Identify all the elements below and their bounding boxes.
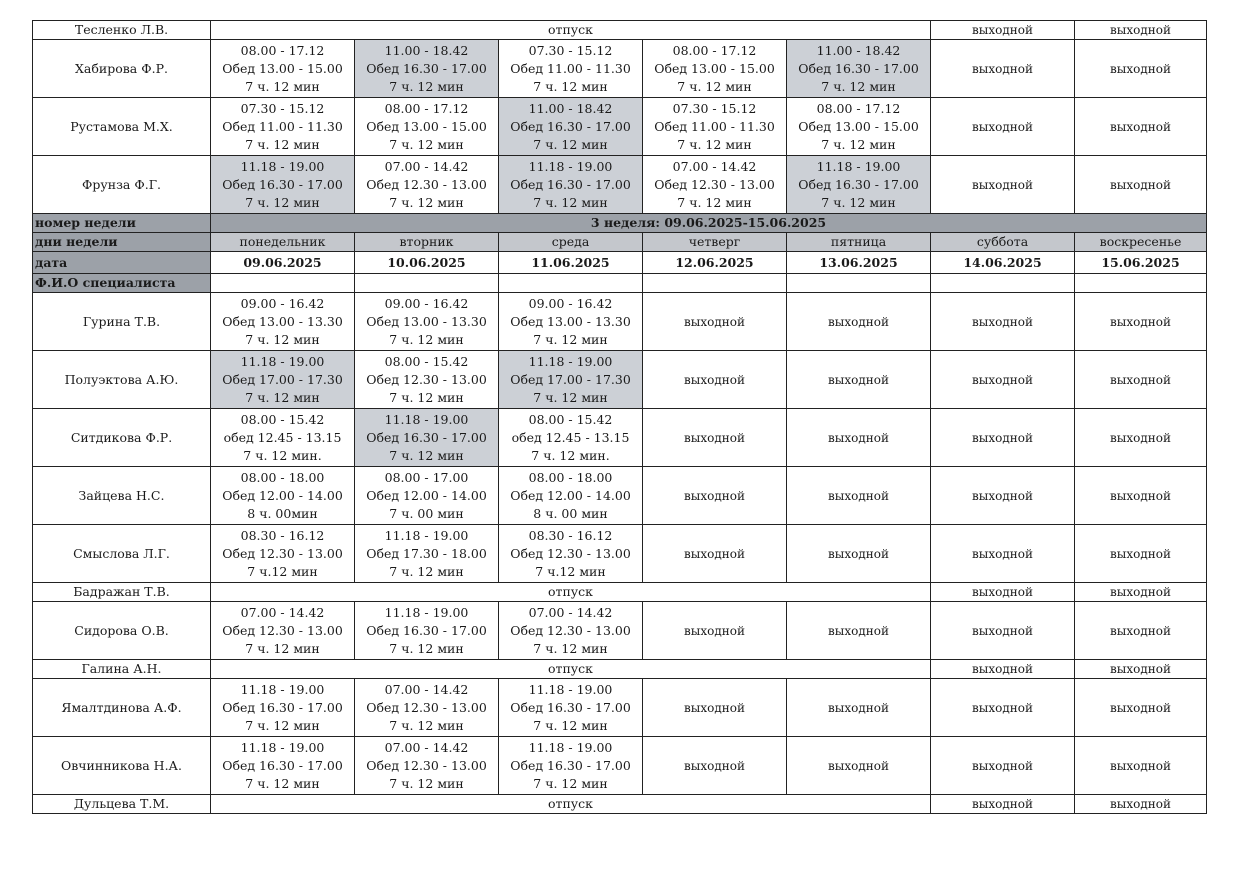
empty-cell xyxy=(643,274,787,293)
day-off-cell: выходной xyxy=(787,602,931,660)
weekday-header: среда xyxy=(499,233,643,252)
day-off-cell: выходной xyxy=(787,737,931,795)
empty-cell xyxy=(355,274,499,293)
shift-time: 07.00 - 14.42 xyxy=(672,158,757,174)
shift-duration: 7 ч. 12 мин xyxy=(245,331,320,347)
shift-time: 11.18 - 19.00 xyxy=(528,681,613,697)
day-off-cell: выходной xyxy=(931,293,1075,351)
weekdays-label: дни недели xyxy=(33,233,211,252)
shift-lunch: Обед 16.30 - 17.00 xyxy=(510,176,631,192)
shift-lunch: Обед 12.30 - 13.00 xyxy=(222,622,343,638)
day-off-cell: выходной xyxy=(643,293,787,351)
shift-duration: 7 ч. 12 мин. xyxy=(531,447,610,463)
shift-time: 11.18 - 19.00 xyxy=(240,158,325,174)
shift-cell xyxy=(355,351,499,409)
table-row xyxy=(33,737,1207,795)
shift-duration: 7 ч. 12 мин xyxy=(389,640,464,656)
shift-lunch: обед 12.45 - 13.15 xyxy=(223,429,342,445)
empty-cell xyxy=(499,274,643,293)
shift-time: 07.30 - 15.12 xyxy=(528,42,613,58)
shift-duration: 7 ч. 12 мин xyxy=(821,78,896,94)
shift-lunch: Обед 12.00 - 14.00 xyxy=(222,487,343,503)
shift-lunch: Обед 12.30 - 13.00 xyxy=(222,545,343,561)
day-off-cell: выходной xyxy=(931,525,1075,583)
day-off-cell: выходной xyxy=(931,156,1075,214)
shift-duration: 7 ч. 12 мин xyxy=(389,136,464,152)
shift-duration: 7 ч. 12 мин xyxy=(677,194,752,210)
shift-duration: 7 ч. 12 мин xyxy=(389,78,464,94)
day-off-cell: выходной xyxy=(1075,156,1207,214)
day-off-cell: выходной xyxy=(787,409,931,467)
day-off-cell: выходной xyxy=(787,293,931,351)
shift-time: 08.00 - 15.42 xyxy=(240,411,325,427)
shift-duration: 7 ч. 12 мин xyxy=(533,775,608,791)
day-off-cell: выходной xyxy=(931,679,1075,737)
shift-cell xyxy=(643,98,787,156)
shift-cell xyxy=(211,737,355,795)
shift-duration: 7 ч. 12 мин xyxy=(245,194,320,210)
day-off-cell: выходной xyxy=(1075,293,1207,351)
shift-lunch: Обед 12.30 - 13.00 xyxy=(366,176,487,192)
day-off-cell: выходной xyxy=(787,467,931,525)
weekday-header: пятница xyxy=(787,233,931,252)
day-off-cell: выходной xyxy=(643,602,787,660)
day-off-cell: выходной xyxy=(787,351,931,409)
shift-time: 11.18 - 19.00 xyxy=(384,527,469,543)
weekday-header: вторник xyxy=(355,233,499,252)
empty-cell xyxy=(1075,274,1207,293)
empty-cell xyxy=(931,274,1075,293)
shift-duration: 7 ч. 12 мин xyxy=(677,136,752,152)
shift-cell xyxy=(355,679,499,737)
day-off-cell: выходной xyxy=(1075,98,1207,156)
shift-lunch: Обед 12.30 - 13.00 xyxy=(366,757,487,773)
shift-cell xyxy=(499,737,643,795)
shift-duration: 7 ч. 12 мин xyxy=(245,775,320,791)
shift-lunch: Обед 16.30 - 17.00 xyxy=(366,429,487,445)
shift-time: 11.18 - 19.00 xyxy=(528,158,613,174)
shift-duration: 7 ч. 12 мин xyxy=(245,717,320,733)
shift-lunch: Обед 11.00 - 11.30 xyxy=(654,118,775,134)
table-row xyxy=(33,351,1207,409)
table-row xyxy=(33,525,1207,583)
shift-cell xyxy=(211,409,355,467)
day-off-cell: выходной xyxy=(931,602,1075,660)
shift-cell xyxy=(355,156,499,214)
shift-time: 11.00 - 18.42 xyxy=(528,100,613,116)
vacation-cell: отпуск xyxy=(211,583,931,602)
day-off-cell: выходной xyxy=(1075,602,1207,660)
table-row xyxy=(33,467,1207,525)
shift-duration: 7 ч. 12 мин xyxy=(533,640,608,656)
employee-name: Бадражан Т.В. xyxy=(33,583,211,602)
day-off-cell: выходной xyxy=(1075,660,1207,679)
table-row xyxy=(33,583,1207,602)
table-row xyxy=(33,21,1207,40)
shift-time: 11.18 - 19.00 xyxy=(240,353,325,369)
shift-lunch: Обед 13.00 - 15.00 xyxy=(222,60,343,76)
shift-lunch: Обед 17.00 - 17.30 xyxy=(222,371,343,387)
table-row xyxy=(33,409,1207,467)
shift-lunch: Обед 13.00 - 15.00 xyxy=(654,60,775,76)
shift-time: 07.00 - 14.42 xyxy=(384,158,469,174)
shift-lunch: Обед 12.30 - 13.00 xyxy=(510,545,631,561)
shift-time: 07.00 - 14.42 xyxy=(528,604,613,620)
shift-duration: 7 ч. 12 мин xyxy=(533,136,608,152)
date-header: 11.06.2025 xyxy=(499,252,643,274)
shift-cell xyxy=(499,409,643,467)
date-header: 13.06.2025 xyxy=(787,252,931,274)
shift-duration: 7 ч. 12 мин xyxy=(245,389,320,405)
shift-duration: 7 ч. 12 мин xyxy=(245,78,320,94)
table-row xyxy=(33,660,1207,679)
day-off-cell: выходной xyxy=(931,351,1075,409)
shift-cell xyxy=(211,467,355,525)
shift-cell xyxy=(499,525,643,583)
shift-lunch: Обед 12.30 - 13.00 xyxy=(510,622,631,638)
shift-cell xyxy=(211,679,355,737)
weekday-header: воскресенье xyxy=(1075,233,1207,252)
shift-lunch: Обед 12.30 - 13.00 xyxy=(366,699,487,715)
shift-cell xyxy=(643,156,787,214)
vacation-cell: отпуск xyxy=(211,21,931,40)
employee-name: Гурина Т.В. xyxy=(33,293,211,351)
shift-duration: 7 ч. 12 мин xyxy=(533,194,608,210)
shift-lunch: Обед 17.00 - 17.30 xyxy=(510,371,631,387)
table-row xyxy=(33,40,1207,98)
shift-cell xyxy=(211,293,355,351)
shift-cell xyxy=(355,602,499,660)
shift-lunch: Обед 17.30 - 18.00 xyxy=(366,545,487,561)
table-row xyxy=(33,679,1207,737)
day-off-cell: выходной xyxy=(931,583,1075,602)
day-off-cell: выходной xyxy=(643,351,787,409)
day-off-cell: выходной xyxy=(1075,21,1207,40)
shift-duration: 7 ч. 00 мин xyxy=(389,505,464,521)
shift-cell xyxy=(787,156,931,214)
day-off-cell: выходной xyxy=(1075,583,1207,602)
shift-duration: 7 ч. 12 мин xyxy=(389,775,464,791)
shift-lunch: Обед 16.30 - 17.00 xyxy=(510,757,631,773)
shift-lunch: Обед 13.00 - 13.30 xyxy=(222,313,343,329)
shift-lunch: Обед 16.30 - 17.00 xyxy=(222,757,343,773)
shift-cell xyxy=(787,40,931,98)
shift-cell xyxy=(211,156,355,214)
shift-time: 11.18 - 19.00 xyxy=(384,604,469,620)
fio-label: Ф.И.О специалиста xyxy=(33,274,211,293)
day-off-cell: выходной xyxy=(931,660,1075,679)
shift-lunch: Обед 16.30 - 17.00 xyxy=(366,60,487,76)
day-off-cell: выходной xyxy=(931,40,1075,98)
shift-time: 08.00 - 18.00 xyxy=(240,469,325,485)
shift-duration: 8 ч. 00мин xyxy=(247,505,318,521)
shift-cell xyxy=(499,467,643,525)
shift-time: 07.30 - 15.12 xyxy=(672,100,757,116)
shift-lunch: Обед 16.30 - 17.00 xyxy=(510,118,631,134)
shift-cell xyxy=(499,351,643,409)
date-header: 12.06.2025 xyxy=(643,252,787,274)
shift-duration: 7 ч. 12 мин xyxy=(389,717,464,733)
day-off-cell: выходной xyxy=(1075,409,1207,467)
shift-cell xyxy=(787,98,931,156)
shift-cell xyxy=(355,467,499,525)
day-off-cell: выходной xyxy=(931,795,1075,814)
shift-lunch: Обед 12.30 - 13.00 xyxy=(366,371,487,387)
shift-time: 07.00 - 14.42 xyxy=(384,681,469,697)
employee-name: Овчинникова Н.А. xyxy=(33,737,211,795)
shift-time: 11.18 - 19.00 xyxy=(240,739,325,755)
fio-header-row xyxy=(33,274,1207,293)
employee-name: Фрунза Ф.Г. xyxy=(33,156,211,214)
shift-lunch: Обед 13.00 - 15.00 xyxy=(798,118,919,134)
week-number-label: номер недели xyxy=(33,214,211,233)
shift-cell xyxy=(355,525,499,583)
shift-cell xyxy=(355,293,499,351)
shift-time: 07.30 - 15.12 xyxy=(240,100,325,116)
shift-time: 07.00 - 14.42 xyxy=(384,739,469,755)
shift-time: 11.18 - 19.00 xyxy=(240,681,325,697)
weekday-header: суббота xyxy=(931,233,1075,252)
shift-duration: 7 ч.12 мин xyxy=(247,563,318,579)
shift-time: 08.00 - 17.00 xyxy=(384,469,469,485)
day-off-cell: выходной xyxy=(931,21,1075,40)
shift-time: 09.00 - 16.42 xyxy=(528,295,613,311)
shift-time: 08.00 - 15.42 xyxy=(384,353,469,369)
shift-duration: 7 ч. 12 мин xyxy=(389,563,464,579)
day-off-cell: выходной xyxy=(643,679,787,737)
shift-lunch: Обед 16.30 - 17.00 xyxy=(222,176,343,192)
day-off-cell: выходной xyxy=(643,409,787,467)
schedule-table xyxy=(32,20,1207,814)
shift-duration: 7 ч. 12 мин xyxy=(245,640,320,656)
shift-duration: 7 ч. 12 мин xyxy=(389,447,464,463)
shift-cell xyxy=(211,98,355,156)
day-off-cell: выходной xyxy=(787,525,931,583)
date-header: 14.06.2025 xyxy=(931,252,1075,274)
shift-lunch: Обед 13.00 - 15.00 xyxy=(366,118,487,134)
day-off-cell: выходной xyxy=(1075,525,1207,583)
day-off-cell: выходной xyxy=(643,467,787,525)
shift-time: 11.18 - 19.00 xyxy=(528,353,613,369)
day-off-cell: выходной xyxy=(643,525,787,583)
shift-time: 08.00 - 17.12 xyxy=(384,100,469,116)
shift-cell xyxy=(499,98,643,156)
shift-duration: 7 ч. 12 мин xyxy=(533,78,608,94)
shift-time: 08.30 - 16.12 xyxy=(240,527,325,543)
empty-cell xyxy=(211,274,355,293)
shift-cell xyxy=(211,525,355,583)
employee-name: Смыслова Л.Г. xyxy=(33,525,211,583)
shift-time: 11.18 - 19.00 xyxy=(528,739,613,755)
shift-lunch: Обед 16.30 - 17.00 xyxy=(510,699,631,715)
day-off-cell: выходной xyxy=(787,679,931,737)
employee-name: Сидорова О.В. xyxy=(33,602,211,660)
day-off-cell: выходной xyxy=(1075,737,1207,795)
week-number-value: 3 неделя: 09.06.2025-15.06.2025 xyxy=(211,214,1207,233)
employee-name: Тесленко Л.В. xyxy=(33,21,211,40)
weekdays-row xyxy=(33,233,1207,252)
day-off-cell: выходной xyxy=(1075,40,1207,98)
shift-lunch: Обед 16.30 - 17.00 xyxy=(366,622,487,638)
shift-lunch: Обед 12.30 - 13.00 xyxy=(654,176,775,192)
shift-duration: 7 ч. 12 мин xyxy=(245,136,320,152)
employee-name: Ситдикова Ф.Р. xyxy=(33,409,211,467)
weekday-header: понедельник xyxy=(211,233,355,252)
shift-lunch: Обед 13.00 - 13.30 xyxy=(366,313,487,329)
shift-cell xyxy=(355,737,499,795)
shift-lunch: Обед 16.30 - 17.00 xyxy=(798,176,919,192)
table-row xyxy=(33,602,1207,660)
date-header: 10.06.2025 xyxy=(355,252,499,274)
shift-cell xyxy=(211,602,355,660)
day-off-cell: выходной xyxy=(1075,467,1207,525)
shift-cell xyxy=(355,409,499,467)
shift-cell xyxy=(355,40,499,98)
shift-time: 11.00 - 18.42 xyxy=(384,42,469,58)
shift-time: 08.00 - 17.12 xyxy=(672,42,757,58)
table-row xyxy=(33,156,1207,214)
vacation-cell: отпуск xyxy=(211,795,931,814)
shift-lunch: обед 12.45 - 13.15 xyxy=(511,429,630,445)
week-number-row xyxy=(33,214,1207,233)
shift-cell xyxy=(355,98,499,156)
employee-name: Зайцева Н.С. xyxy=(33,467,211,525)
table-row xyxy=(33,795,1207,814)
shift-duration: 7 ч. 12 мин xyxy=(533,717,608,733)
shift-lunch: Обед 11.00 - 11.30 xyxy=(510,60,631,76)
shift-time: 08.00 - 18.00 xyxy=(528,469,613,485)
vacation-cell: отпуск xyxy=(211,660,931,679)
shift-time: 08.00 - 17.12 xyxy=(816,100,901,116)
shift-duration: 7 ч. 12 мин xyxy=(677,78,752,94)
day-off-cell: выходной xyxy=(1075,351,1207,409)
shift-duration: 7 ч. 12 мин xyxy=(389,331,464,347)
shift-duration: 7 ч. 12 мин. xyxy=(243,447,322,463)
shift-time: 08.30 - 16.12 xyxy=(528,527,613,543)
shift-time: 08.00 - 17.12 xyxy=(240,42,325,58)
shift-cell xyxy=(499,293,643,351)
shift-time: 09.00 - 16.42 xyxy=(240,295,325,311)
weekday-header: четверг xyxy=(643,233,787,252)
shift-cell xyxy=(211,351,355,409)
shift-cell xyxy=(211,40,355,98)
dates-row xyxy=(33,252,1207,274)
shift-duration: 7 ч. 12 мин xyxy=(821,136,896,152)
shift-lunch: Обед 12.00 - 14.00 xyxy=(366,487,487,503)
day-off-cell: выходной xyxy=(931,98,1075,156)
date-label: дата xyxy=(33,252,211,274)
day-off-cell: выходной xyxy=(1075,679,1207,737)
shift-lunch: Обед 16.30 - 17.00 xyxy=(798,60,919,76)
shift-duration: 7 ч. 12 мин xyxy=(533,389,608,405)
shift-cell xyxy=(499,679,643,737)
shift-duration: 7 ч. 12 мин xyxy=(821,194,896,210)
shift-duration: 7 ч. 12 мин xyxy=(533,331,608,347)
shift-time: 11.18 - 19.00 xyxy=(816,158,901,174)
day-off-cell: выходной xyxy=(643,737,787,795)
shift-time: 07.00 - 14.42 xyxy=(240,604,325,620)
date-header: 15.06.2025 xyxy=(1075,252,1207,274)
shift-time: 09.00 - 16.42 xyxy=(384,295,469,311)
shift-cell xyxy=(499,40,643,98)
empty-cell xyxy=(787,274,931,293)
shift-cell xyxy=(499,156,643,214)
table-row xyxy=(33,293,1207,351)
day-off-cell: выходной xyxy=(1075,795,1207,814)
shift-duration: 7 ч. 12 мин xyxy=(389,194,464,210)
employee-name: Хабирова Ф.Р. xyxy=(33,40,211,98)
table-row xyxy=(33,98,1207,156)
day-off-cell: выходной xyxy=(931,737,1075,795)
shift-lunch: Обед 11.00 - 11.30 xyxy=(222,118,343,134)
shift-cell xyxy=(499,602,643,660)
shift-time: 11.18 - 19.00 xyxy=(384,411,469,427)
shift-duration: 7 ч. 12 мин xyxy=(389,389,464,405)
employee-name: Дульцева Т.М. xyxy=(33,795,211,814)
shift-cell xyxy=(643,40,787,98)
employee-name: Галина А.Н. xyxy=(33,660,211,679)
shift-lunch: Обед 13.00 - 13.30 xyxy=(510,313,631,329)
date-header: 09.06.2025 xyxy=(211,252,355,274)
day-off-cell: выходной xyxy=(931,467,1075,525)
shift-lunch: Обед 16.30 - 17.00 xyxy=(222,699,343,715)
employee-name: Ямалтдинова А.Ф. xyxy=(33,679,211,737)
shift-time: 11.00 - 18.42 xyxy=(816,42,901,58)
day-off-cell: выходной xyxy=(931,409,1075,467)
shift-time: 08.00 - 15.42 xyxy=(528,411,613,427)
shift-lunch: Обед 12.00 - 14.00 xyxy=(510,487,631,503)
employee-name: Полуэктова А.Ю. xyxy=(33,351,211,409)
shift-duration: 8 ч. 00 мин xyxy=(533,505,608,521)
shift-duration: 7 ч.12 мин xyxy=(535,563,606,579)
employee-name: Рустамова М.Х. xyxy=(33,98,211,156)
